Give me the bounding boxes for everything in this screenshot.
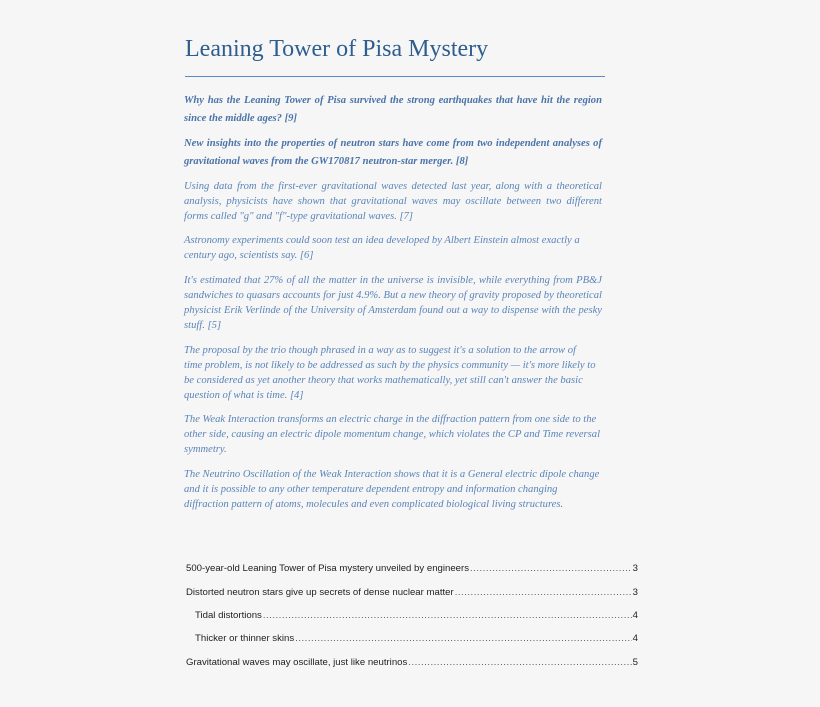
abstract-paragraph: It's estimated that 27% of all the matter in the universe is invisible, while everything from PB&J sandwiches to quasars accounts for just 4.9%. But a new theory of gravity proposed by theoretical physicist Erik Verlinde of the University of Amsterdam found out a way to dispense with the pesky stuff. [5]: [184, 275, 602, 331]
toc-entry-page: 5: [632, 657, 638, 668]
toc-leader-dots: [455, 587, 632, 598]
toc-entry-label: Thicker or thinner skins: [195, 633, 295, 644]
toc-leader-dots: [263, 610, 632, 621]
toc-entry[interactable]: [186, 652, 638, 668]
abstract-paragraph: Why has the Leaning Tower of Pisa survived the strong earthquakes that have hit the region since the middle ages? [9]: [184, 95, 602, 124]
toc-leader-dots: [408, 657, 631, 668]
toc-entry-label: Gravitational waves may oscillate, just like neutrinos: [186, 657, 408, 668]
toc-entry[interactable]: [195, 628, 638, 644]
toc-leader-dots: [470, 563, 632, 574]
title-divider: [185, 76, 605, 77]
toc-entry-label: 500-year-old Leaning Tower of Pisa mystery unveiled by engineers: [186, 563, 469, 574]
toc-entry-page: 3: [632, 563, 638, 574]
toc-entry-page: 3: [632, 587, 638, 598]
toc-leader-dots: [295, 633, 631, 644]
abstract-paragraph: The proposal by the trio though phrased in a way as to suggest it's a solution to the arrow of time problem, is not likely to be addressed as such by the physics community — it's more likely to be considered as yet another theory that works mathematically, yet still can't answer the basic question of what is time. [4]: [184, 345, 596, 401]
abstract-paragraph: New insights into the properties of neutron stars have come from two independent analyses of gravitational waves from the GW170817 neutron-star merger. [8]: [184, 138, 602, 167]
abstract-paragraph: Astronomy experiments could soon test an idea developed by Albert Einstein almost exactly a century ago, scientists say. [6]: [184, 235, 580, 261]
toc-entry[interactable]: [186, 558, 638, 574]
page-title: Leaning Tower of Pisa Mystery: [185, 36, 489, 62]
toc-entry[interactable]: [195, 605, 638, 621]
toc-entry-label: Distorted neutron stars give up secrets of dense nuclear matter: [186, 587, 454, 598]
abstract-paragraph: The Neutrino Oscillation of the Weak Interaction shows that it is a General electric dipole change and it is possible to any other temperature dependent entropy and information changing diffraction pattern of atoms, molecules and even complicated biological living structures.: [184, 469, 600, 510]
toc-entry[interactable]: [186, 582, 638, 598]
toc-entry-page: 4: [632, 633, 638, 644]
toc-entry-page: 4: [632, 610, 638, 621]
toc-entry-label: Tidal distortions: [195, 610, 262, 621]
abstract-paragraph: The Weak Interaction transforms an electric charge in the diffraction pattern from one side to the other side, causing an electric dipole momentum change, which violates the CP and Time reversal symmetry.: [184, 414, 601, 455]
abstract-paragraph: Using data from the first-ever gravitational waves detected last year, along with a theoretical analysis, physicists have shown that gravitational waves may oscillate between two different forms called "g" and "f"-type gravitational waves. [7]: [184, 181, 602, 222]
